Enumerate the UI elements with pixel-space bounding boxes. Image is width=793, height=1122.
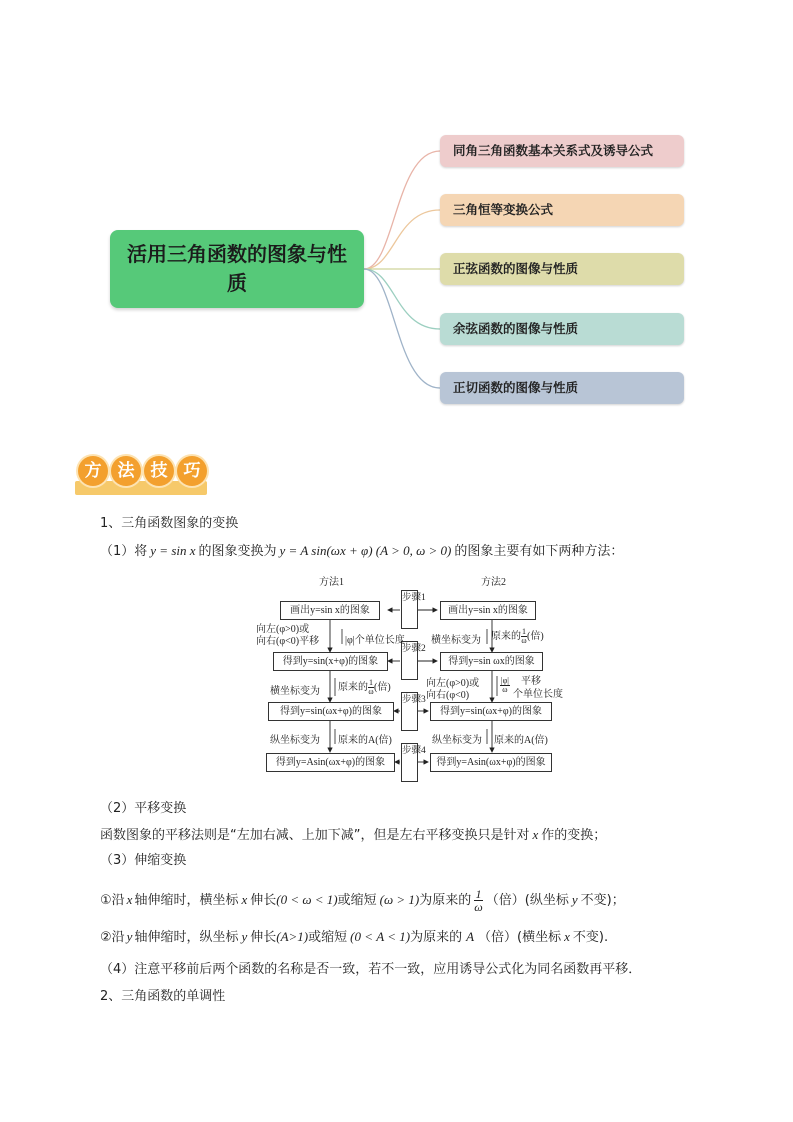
m2-shift-label-a: 向左(φ>0)或 — [426, 678, 480, 689]
section-badge-char-1: 方 — [78, 456, 108, 486]
m1-scale-fraction: $\frac{1}{\omega}$ — [368, 678, 374, 697]
paragraph-7: （4）注意平移前后两个函数的名称是否一致，若不一致，应用诱导公式化为同名函数再平移． — [100, 962, 642, 977]
mindmap-root: 活用三角函数的图象与性质 — [110, 230, 364, 308]
m2-box-3: 得到y=sin(ωx+φ)的图象 — [430, 702, 552, 721]
m1-vert-label-a: 纵坐标变为 — [270, 735, 320, 746]
section-badge-char-2: 法 — [111, 456, 141, 486]
m2-shift-label-b: 向右(φ<0) — [426, 690, 470, 701]
step-2-box: 步骤2 — [401, 641, 418, 680]
m1-box-4: 得到y=Asin(ωx+φ)的图象 — [266, 753, 395, 772]
m1-shift-label-c: |φ|个单位长度 — [345, 635, 405, 646]
section-badge-char-4: 巧 — [177, 456, 207, 486]
m2-box-2: 得到y=sin ωx的图象 — [440, 652, 543, 671]
m2-shift-label-c: 平移 — [521, 676, 541, 687]
m2-scale-fraction: $\frac{1}{\omega}$ — [521, 627, 527, 646]
mindmap-branch-1: 同角三角函数基本关系式及诱导公式 — [440, 135, 684, 167]
mindmap-branch-2: 三角恒等变换公式 — [440, 194, 684, 226]
p5-fraction: $\frac{1}{\omega}$ — [474, 887, 483, 914]
step-3-box: 步骤3 — [401, 692, 418, 731]
m2-scale-label-a: 横坐标变为 — [431, 635, 481, 646]
m1-vert-label-b: 原来的A(倍) — [338, 735, 392, 746]
m2-shift-fraction: $\frac{|\varphi|}{\omega}$ — [501, 676, 509, 694]
connector-4 — [364, 269, 440, 329]
mindmap-branch-4: 余弦函数的图像与性质 — [440, 313, 684, 345]
paragraph-1: （1）将 y = sin x 的图象变换为 y = A sin(ωx + φ) (A > 0, ω > 0) 的图象主要有如下两种方法： — [100, 543, 624, 559]
mindmap-branch-3: 正弦函数的图像与性质 — [440, 253, 684, 285]
connector-2 — [364, 210, 440, 269]
heading-1: 1、三角函数图象的变换 — [100, 516, 239, 531]
method2-label: 方法2 — [481, 577, 506, 588]
connector-1 — [364, 151, 440, 269]
paragraph-3: 函数图象的平移法则是“左加右减、上加下减”，但是左右平移变换只是针对 x 作的变换； — [100, 827, 607, 843]
m2-vert-label-a: 纵坐标变为 — [432, 735, 482, 746]
m1-shift-label-a: 向左(φ>0)或 — [256, 624, 310, 635]
m1-box-3: 得到y=sin(ωx+φ)的图象 — [268, 702, 394, 721]
m1-shift-label-b: 向右(φ<0)平移 — [256, 636, 320, 647]
mindmap-branch-5: 正切函数的图像与性质 — [440, 372, 684, 404]
paragraph-2: （2）平移变换 — [100, 801, 187, 816]
transformation-flowchart — [256, 572, 563, 790]
m1-box-2: 得到y=sin(x+φ)的图象 — [273, 652, 388, 671]
paragraph-6: ②沿 y 轴伸缩时，纵坐标 y 伸长(A>1)或缩短 (0 < A < 1)为原来的 A （倍）(横坐标 x 不变). — [100, 929, 609, 945]
step-4-box: 步骤4 — [401, 743, 418, 782]
heading-2: 2、三角函数的单调性 — [100, 989, 226, 1004]
paragraph-5: ①沿 x 轴伸缩时，横坐标 x 伸长(0 < ω < 1)或缩短 (ω > 1)为原来的 $\frac{1}{\omega}$ （倍）(纵坐标 y 不变)； — [100, 887, 625, 914]
method1-label: 方法1 — [319, 577, 344, 588]
m1-box-1: 画出y=sin x的图象 — [280, 601, 380, 620]
step-1-box: 步骤1 — [401, 590, 418, 629]
paragraph-4: （3）伸缩变换 — [100, 853, 187, 868]
m2-box-1: 画出y=sin x的图象 — [440, 601, 536, 620]
connector-5 — [364, 269, 440, 388]
m1-scale-label-a: 横坐标变为 — [270, 686, 320, 697]
m2-scale-label-b: 原来的 $\frac{1}{\omega}$ (倍) — [491, 627, 544, 646]
section-badge-char-3: 技 — [144, 456, 174, 486]
m2-shift-label-d: 个单位长度 — [513, 689, 563, 700]
m2-vert-label-b: 原来的A(倍) — [494, 735, 548, 746]
m1-scale-label-b: 原来的 $\frac{1}{\omega}$ (倍) — [338, 678, 391, 697]
m2-box-4: 得到y=Asin(ωx+φ)的图象 — [430, 753, 552, 772]
